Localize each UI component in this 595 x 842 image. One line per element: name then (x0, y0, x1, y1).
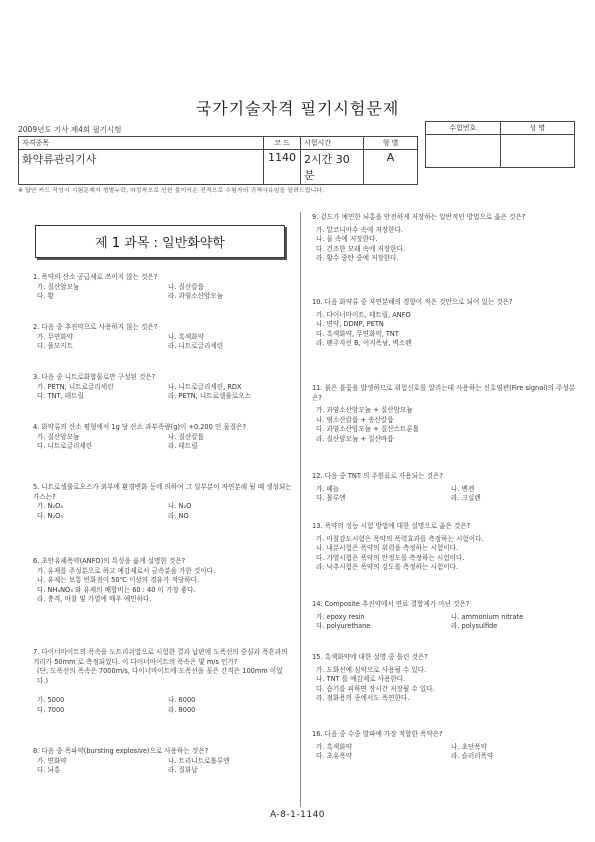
page-title: 국가기술자격 필기시험문제 (195, 99, 400, 118)
option: 다. 습기를 피하면 장시간 저장될 수 있다. (316, 684, 435, 693)
question-text: 11. 붉은 불꽃을 발생하므로 위험신호를 알리는데 사용하는 신호염관(Fire signal)의 주성분은? (312, 384, 576, 402)
option: 다. 초유폭약 (316, 752, 353, 761)
option: 가. 다이너마이트, 테트릴, ANFO (316, 310, 411, 319)
page-footer: A-8-1-1140 (269, 810, 326, 820)
question-text: 16. 다음 중 수중 발파에 가장 적합한 폭약은? (312, 730, 443, 738)
question-text: 15. 흑색화약에 대한 설명 중 틀린 것은? (312, 653, 428, 661)
option: 가. 무연화약 (37, 332, 74, 341)
question-text: 12. 다음 중 TNT 의 주원료로 사용되는 것은? (312, 472, 443, 480)
subject-title: 제 1 과목 : 일반화약학 (95, 236, 225, 251)
option: 라. 펜주자선 B, 이지폭남, 벽소펜 (316, 339, 412, 348)
time-label: 시험시간 (301, 137, 364, 150)
qual-value: 화약류관리기사 (19, 150, 264, 185)
option: 나. 질산칼륨 (168, 432, 205, 441)
option: 다. polyurethane (316, 622, 371, 631)
option: 다. 톨루엔 (316, 494, 346, 503)
option: 라. 크실렌 (451, 494, 481, 503)
option: 다. 흑색화약, 무연화약, TNT (316, 329, 399, 338)
question-11 (312, 384, 580, 445)
name-label: 성 명 (500, 122, 575, 135)
question-text: 8. 다음 중 폭파약(bursting explosive)으로 사용하는 것은? (33, 747, 209, 755)
option: 나. 염소산칼륨 + 송산칼륨 (316, 415, 394, 424)
option: 나. 유제는 보통 빈화점이 50℃ 이상의 경유가 적당하다. (37, 576, 200, 585)
option: 라. 과염소산암모늄 (168, 292, 224, 301)
option: 나. 면약, DDNP, PETN (316, 320, 384, 329)
option: 나. 6000 (168, 696, 196, 705)
option: 가. PETN, 니트로글리세린 (37, 382, 114, 391)
question-text: 1. 폭약의 산소 공급제로 쓰이지 않는 것은? (33, 273, 158, 281)
question-3 (33, 373, 293, 402)
option: 라. polysulfide (451, 622, 498, 631)
question-10 (312, 298, 580, 349)
qual-label: 자격종목 (19, 137, 264, 150)
question-text: 13. 폭약의 성능 시험 방법에 대한 설명으로 옳은 것은? (312, 522, 471, 530)
question-text: 6. 초안유제폭약(ANFO)의 특성을 옳게 설명한 것은? (33, 557, 186, 565)
exam-info: 2009년도 기사 제4회 필기시험 (18, 125, 122, 134)
option: 다. 건조한 모래 속에 저장한다. (316, 244, 406, 253)
option: 가. epoxy resin (316, 612, 365, 621)
type-label: 형 별 (364, 137, 418, 150)
exam-header-table (18, 136, 418, 185)
question-13 (312, 522, 580, 573)
option: 나. ammonium nitrate (451, 612, 524, 621)
option: 나. 질산칼륨 (168, 282, 205, 291)
question-6 (33, 557, 293, 605)
option: 라. NO (168, 511, 189, 520)
option: 가. 흑색화약 (316, 742, 353, 751)
option: 나. 벤젠 (451, 484, 475, 493)
option: 라. 충격, 마찰 및 가열에 매우 예민하다. (37, 595, 152, 604)
option: 라. 슬러리폭약 (451, 752, 494, 761)
column-divider (300, 212, 301, 807)
option: 가. 도화선에 심약으로 사용될 수 있다. (316, 665, 427, 674)
option: 라. 점화용의 종에서도 폭연한다. (316, 694, 410, 703)
option: 라. 질화납 (168, 766, 198, 775)
option: 다. 황 (37, 292, 54, 301)
question-16 (312, 730, 580, 762)
question-text: 3. 다음 중 니트로화합물로만 구성된 것은? (33, 373, 156, 381)
option: 가. 알코니아수 속에 저장한다. (316, 225, 403, 234)
option: 가. 마찰감도시험은 폭약의 폭력효과를 측정하는 시험이다. (316, 534, 484, 543)
type-value: A (364, 150, 418, 185)
option: 가. 페놀 (316, 484, 340, 493)
option: 다. 7000 (37, 705, 65, 714)
exam-number-label: 수험번호 (426, 122, 501, 135)
question-1 (33, 273, 293, 302)
option: 라. 8000 (168, 705, 196, 714)
option: 가. 과염소산암모늄 + 질산암모늄 (316, 406, 413, 415)
question-5 (33, 483, 293, 521)
code-label: 코 드 (264, 137, 301, 150)
subject-heading (35, 225, 285, 258)
question-9 (312, 213, 580, 264)
option: 다. 과염소산암모늄 + 질산스트론튬 (316, 425, 420, 434)
option: 라. 질산암모늄 + 질산바륨 (316, 434, 394, 443)
option: 나. 흑색화약 (168, 332, 205, 341)
option: 다. TNT, 테트릴 (37, 392, 84, 401)
candidate-table (425, 121, 575, 168)
option: 다. 가열시험은 폭약의 안정도를 측정하는 시험이다. (316, 553, 465, 562)
option: 나. 트리니트로톨루엔 (168, 756, 230, 765)
question-text: 4. 화약류의 산소 평형에서 1g 당 산소 과부족량(g)이 +0.200 인 물질은? (33, 423, 246, 431)
question-text: 14. Composite 추진약에서 연료 결합제가 아닌 것은? (312, 600, 470, 608)
option: 다. 니트로글리세린 (37, 442, 93, 451)
question-15 (312, 653, 580, 704)
question-14 (312, 600, 580, 632)
question-7 (33, 648, 293, 716)
question-text: 2. 다음 중 추진약으로 사용하지 않는 것은? (33, 323, 158, 331)
question-12 (312, 472, 580, 504)
name-field (500, 135, 575, 168)
option: 다. NH₄NO₃ 와 유제의 배합비는 60 : 40 이 가장 좋다. (37, 585, 196, 594)
option: 라. PETN, 니트로셀룰로오스 (168, 392, 251, 401)
question-note: (단, 도폭선의 폭속은 7000m/s, 다이너마이트에 도폭선을 꽂은 간격은 100mm 이었다.) (37, 667, 283, 685)
exam-number-field (426, 135, 501, 168)
question-text: 7. 다이너마이트의 폭속을 도트리쉬법으로 시험한 결과 납판에 도폭선의 중심과 폭흔과의 거리가 50mm 로 측정되었다. 이 다이너마이트의 폭속은 몇 m/s 인가? (33, 648, 288, 666)
option: 가. 5000 (37, 696, 65, 705)
option: 다. 뇌홍 (37, 766, 61, 775)
option: 나. N₂O (168, 502, 192, 511)
option: 나. 니트로글리세린, RDX (168, 382, 242, 391)
notice: ※ 답안 카드 작성시 시험문제지 형별누락, 마킹착오로 인한 불이익은 전적으로 수험자의 귀책사유임을 알려드립니다. (18, 188, 325, 194)
option: 나. 물 속에 저장한다. (316, 235, 378, 244)
option: 가. N₂O₃ (37, 502, 63, 511)
option: 나. TNT 를 예감제로 사용한다. (316, 675, 406, 684)
option: 나. 내분시험은 폭약의 위력을 측정하는 시험이다. (316, 544, 459, 553)
option: 가. 유제를 주성분으로 하고 예감제로서 금속분을 가한 것이다. (37, 566, 216, 575)
question-8 (33, 747, 293, 776)
option: 라. 니트로글리세린 (168, 342, 224, 351)
question-text: 9. 겉도가 예민한 뇌홍을 안전하게 저장하는 일반적인 방법으로 옳은 것은? (312, 213, 526, 221)
option: 가. 질산암모늄 (37, 282, 80, 291)
time-value: 2시간 30분 (301, 150, 364, 185)
option: 나. 초안폭약 (451, 742, 488, 751)
option: 라. 낙추시험은 폭약의 강도를 측정하는 시험이다. (316, 563, 459, 572)
question-4 (33, 423, 293, 452)
option: 다. N₂O₅ (37, 511, 63, 520)
option: 다. 풀모지트 (37, 342, 74, 351)
code-value: 1140 (264, 150, 301, 185)
option: 가. 질산암모늄 (37, 432, 80, 441)
question-2 (33, 323, 293, 352)
option: 가. 면화약 (37, 756, 67, 765)
option: 라. 황수 중탄 중에 저장한다. (316, 254, 399, 263)
question-text: 5. 니트로셀룰로오스가 외부에 환경변화 등에 의하여 그 일부분이 자연분해 될 때 생성되는 가스는? (33, 483, 292, 501)
option: 라. 테트릴 (168, 442, 198, 451)
question-text: 10. 다음 화약류 중 자연분해의 경향이 적은 것만으로 되어 있는 것은? (312, 298, 513, 306)
